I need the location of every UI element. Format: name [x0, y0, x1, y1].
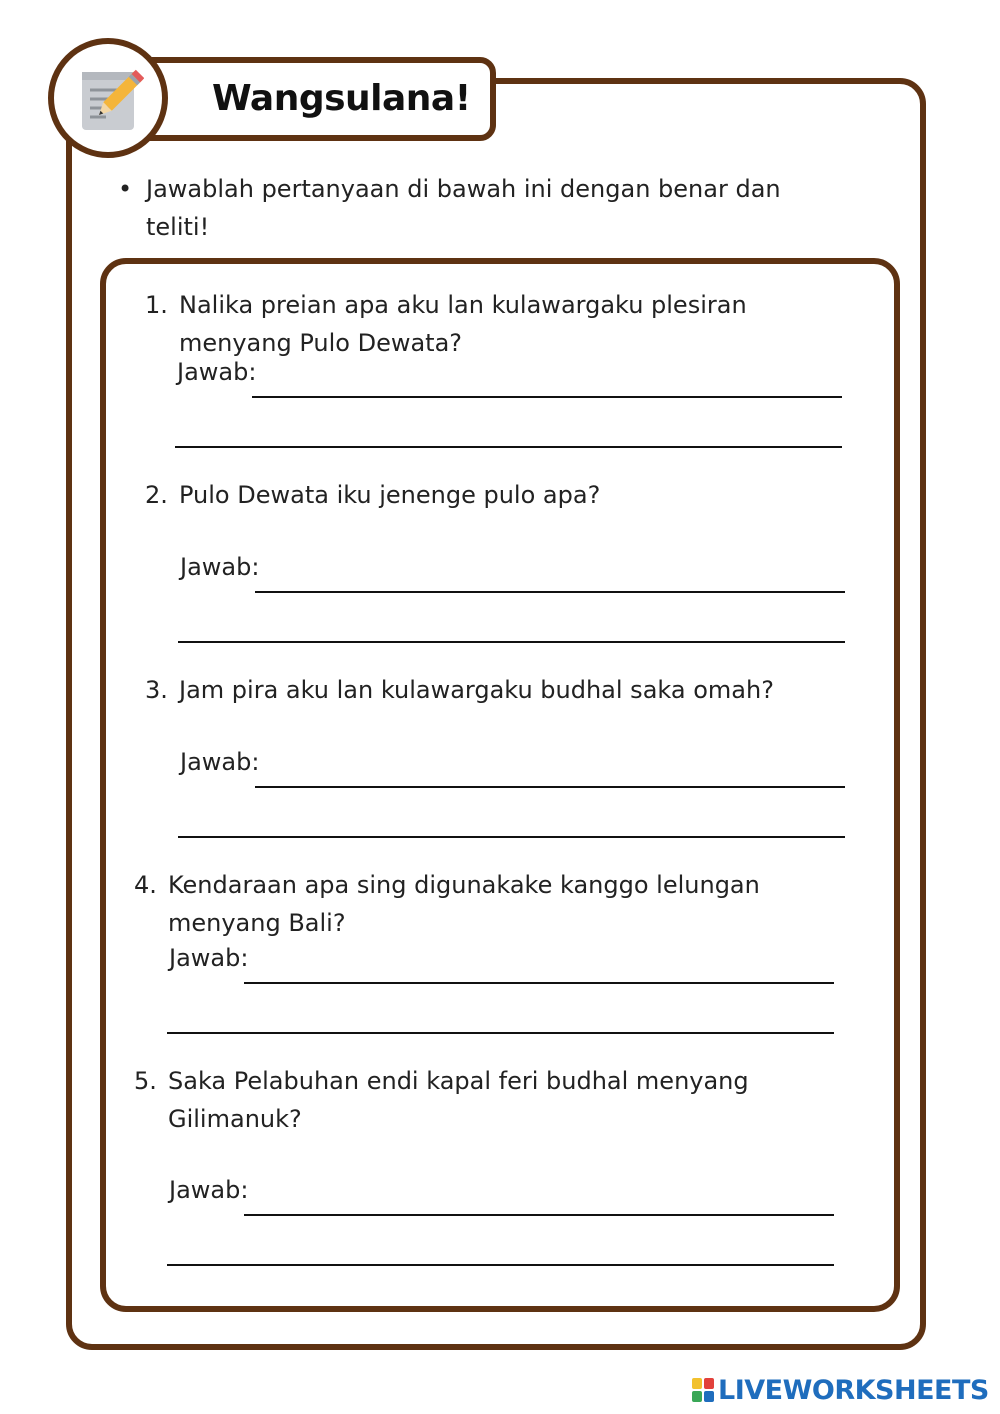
answer-line-5b[interactable] [167, 1264, 834, 1266]
question-text: Kendaraan apa sing digunakake kanggo lelungan menyang Bali? [168, 871, 760, 937]
instruction [118, 170, 818, 246]
answer-label: Jawab: [180, 553, 260, 581]
liveworksheets-logo [692, 1374, 989, 1406]
instruction-text: Jawablah pertanyaan di bawah ini dengan benar dan teliti! [146, 175, 781, 241]
answer-line-4a[interactable] [244, 982, 834, 984]
answer-line-1a[interactable] [252, 396, 842, 398]
question-5 [134, 1062, 814, 1138]
answer-line-3a[interactable] [255, 786, 845, 788]
answer-line-1b[interactable] [175, 446, 842, 448]
answer-line-2a[interactable] [255, 591, 845, 593]
question-text: Jam pira aku lan kulawargaku budhal saka omah? [179, 676, 774, 704]
question-number: 1. [145, 291, 168, 319]
answer-label: Jawab: [180, 748, 260, 776]
answer-line-3b[interactable] [178, 836, 845, 838]
answer-line-5a[interactable] [244, 1214, 834, 1216]
question-number: 2. [145, 481, 168, 509]
question-2 [145, 476, 825, 514]
question-text: Nalika preian apa aku lan kulawargaku plesiran menyang Pulo Dewata? [179, 291, 747, 357]
question-text: Saka Pelabuhan endi kapal feri budhal menyang Gilimanuk? [168, 1067, 749, 1133]
bullet: • [118, 175, 133, 203]
question-4 [134, 866, 814, 942]
question-1 [145, 286, 825, 362]
page-title: Wangsulana! [212, 78, 471, 119]
question-3 [145, 671, 825, 709]
answer-line-4b[interactable] [167, 1032, 834, 1034]
answer-line-2b[interactable] [178, 641, 845, 643]
answer-label: Jawab: [177, 358, 257, 386]
question-number: 4. [134, 871, 157, 899]
answer-label: Jawab: [169, 944, 249, 972]
answer-label: Jawab: [169, 1176, 249, 1204]
question-text: Pulo Dewata iku jenenge pulo apa? [179, 481, 601, 509]
question-number: 5. [134, 1067, 157, 1095]
icon-badge [48, 38, 168, 158]
questions-frame [100, 258, 900, 1312]
logo-text: LIVEWORKSHEETS [718, 1374, 989, 1406]
memo-pencil-icon [76, 64, 144, 136]
question-number: 3. [145, 676, 168, 704]
logo-blocks-icon [692, 1378, 714, 1402]
